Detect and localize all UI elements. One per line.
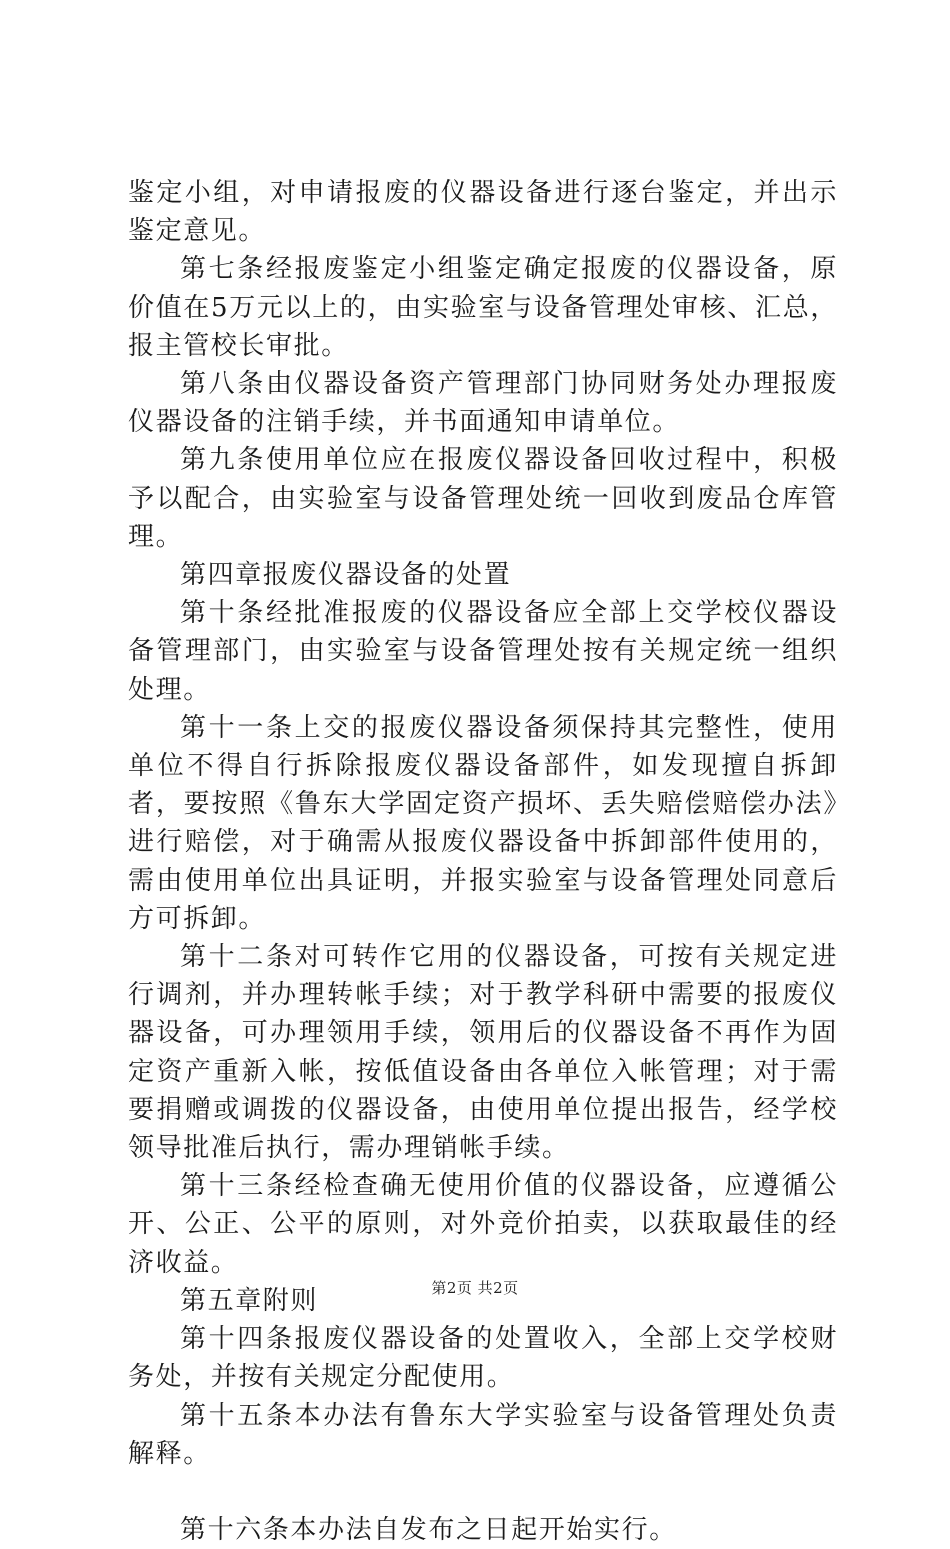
paragraph-article-16: 第十六条本办法自发布之日起开始实行。 xyxy=(180,1514,677,1545)
paragraph-article-10: 第十条经批准报废的仪器设备应全部上交学校仪器设备管理部门，由实验室与设备管理处按有关规定统一组织处理。 xyxy=(128,598,838,705)
paragraph-article-13: 第十三条经检查确无使用价值的仪器设备，应遵循公开、公正、公平的原则，对外竞价拍卖，以获取最佳的经济收益。 xyxy=(128,1171,838,1278)
page-number-footer: 第2页 共2页 xyxy=(431,1279,519,1297)
paragraph-article-12: 第十二条对可转作它用的仪器设备，可按有关规定进行调剂，并办理转帐手续；对于教学科研中需要的报废仪器设备，可办理领用手续，领用后的仪器设备不再作为固定资产重新入帐，按低值设备由各单位入帐管理；对于需要捐赠或调拨的仪器设备，由使用单位提出报告，经学校领导批准后执行，需办理销帐手续。 xyxy=(128,942,838,1164)
paragraph-article-11: 第十一条上交的报废仪器设备须保持其完整性，使用单位不得自行拆除报废仪器设备部件，如发现擅自拆卸者，要按照《鲁东大学固定资产损坏、丢失赔偿赔偿办法》进行赔偿，对于确需从报废仪器设备中拆卸部件使用的，需由使用单位出具证明，并报实验室与设备管理处同意后方可拆卸。 xyxy=(128,712,838,934)
paragraph-article-14: 第十四条报废仪器设备的处置收入，全部上交学校财务处，并按有关规定分配使用。 xyxy=(128,1324,838,1393)
paragraph-article-7: 第七条经报废鉴定小组鉴定确定报废的仪器设备，原价值在5万元以上的，由实验室与设备管理处审核、汇总，报主管校长审批。 xyxy=(128,254,838,361)
paragraph-article-15: 第十五条本办法有鲁东大学实验室与设备管理处负责解释。 xyxy=(128,1400,838,1469)
chapter-5-heading: 第五章附则 xyxy=(180,1285,319,1316)
paragraph-article-8: 第八条由仪器设备资产管理部门协同财务处办理报废仪器设备的注销手续，并书面通知申请单位。 xyxy=(128,369,838,438)
paragraph-appraisal-group: 鉴定小组，对申请报废的仪器设备进行逐台鉴定，并出示鉴定意见。 xyxy=(128,178,838,247)
paragraph-article-9: 第九条使用单位应在报废仪器设备回收过程中，积极予以配合，由实验室与设备管理处统一回收到废品仓库管理。 xyxy=(128,445,838,552)
document-body xyxy=(128,174,838,1549)
chapter-4-heading: 第四章报废仪器设备的处置 xyxy=(180,560,512,591)
